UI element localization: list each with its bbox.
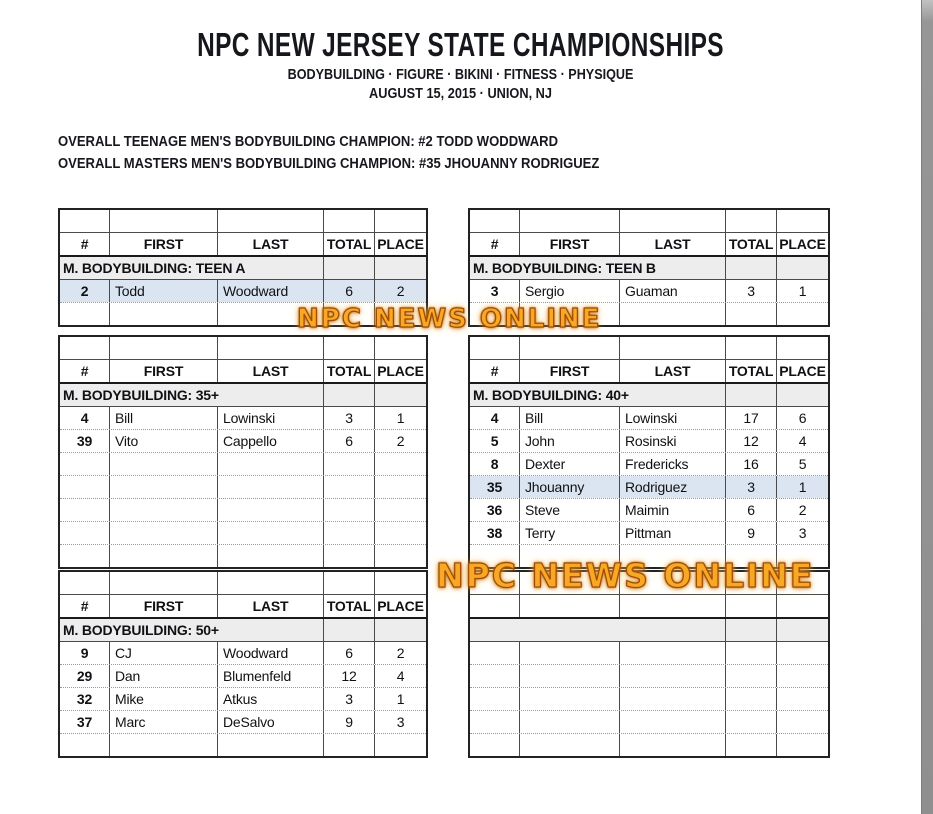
table-cell: 12 xyxy=(324,665,375,687)
table-cell xyxy=(218,210,324,232)
table-row xyxy=(60,453,426,476)
table-cell xyxy=(620,337,726,359)
table-cell xyxy=(726,595,777,617)
table-cell xyxy=(777,619,828,641)
table-cell xyxy=(726,257,777,279)
table-cell: FIRST xyxy=(520,233,620,255)
table-cell: 32 xyxy=(60,688,110,710)
masters-champion-line: OVERALL MASTERS MEN'S BODYBUILDING CHAMPION: #35 JHOUANNY RODRIGUEZ xyxy=(58,156,600,172)
table-cell: 6 xyxy=(726,499,777,521)
table-cell xyxy=(324,337,375,359)
table-cell: TOTAL xyxy=(324,360,375,382)
table-cell: 9 xyxy=(726,522,777,544)
table-cell xyxy=(520,665,620,687)
table-cell: Lowinski xyxy=(620,407,726,429)
table-row xyxy=(60,257,426,280)
table-cell xyxy=(375,476,426,498)
table-cell xyxy=(726,734,777,756)
table-row xyxy=(470,233,828,257)
table-row xyxy=(470,595,828,619)
table-cell: PLACE xyxy=(377,236,424,252)
table-cell xyxy=(60,522,110,544)
table-cell: 37 xyxy=(60,711,110,733)
table-row xyxy=(60,430,426,453)
table-row xyxy=(470,430,828,453)
table-cell xyxy=(324,499,375,521)
table-cell xyxy=(375,545,426,567)
table-cell: 39 xyxy=(60,430,110,452)
table-cell xyxy=(777,642,828,664)
table-cell xyxy=(110,572,218,594)
event-date-location: AUGUST 15, 2015 · UNION, NJ xyxy=(369,86,552,102)
table-row xyxy=(60,337,426,360)
table-row xyxy=(60,522,426,545)
table-cell xyxy=(324,545,375,567)
table-cell xyxy=(60,734,110,756)
table-cell: 4 xyxy=(60,407,110,429)
table-cell xyxy=(324,384,375,406)
table-cell: Terry xyxy=(520,522,620,544)
table-cell xyxy=(520,210,620,232)
table-cell xyxy=(620,642,726,664)
table-cell: # xyxy=(60,360,110,382)
table-cell xyxy=(324,572,375,594)
table-cell: FIRST xyxy=(110,360,218,382)
overall-champions xyxy=(58,131,660,175)
table-cell xyxy=(777,665,828,687)
tables-column-left xyxy=(58,208,428,758)
table-row xyxy=(470,360,828,384)
table-cell xyxy=(60,476,110,498)
page-header xyxy=(0,26,921,103)
table-row xyxy=(60,642,426,665)
table-cell xyxy=(470,665,520,687)
table-cell: 2 xyxy=(798,502,807,518)
table-cell xyxy=(620,711,726,733)
table-cell xyxy=(110,476,218,498)
table-row xyxy=(60,545,426,567)
table-row xyxy=(470,453,828,476)
table-row xyxy=(470,384,828,407)
results-table-masters-35 xyxy=(58,335,428,569)
table-cell xyxy=(620,210,726,232)
table-row xyxy=(60,688,426,711)
table-cell: 3 xyxy=(324,688,375,710)
table-cell: PLACE xyxy=(779,363,826,379)
table-cell xyxy=(375,572,426,594)
table-cell xyxy=(726,642,777,664)
table-cell xyxy=(375,734,426,756)
table-cell: LAST xyxy=(218,360,324,382)
page-subtitle: BODYBUILDING · FIGURE · BIKINI · FITNESS · PHYSIQUE xyxy=(287,66,634,83)
table-row xyxy=(60,595,426,619)
table-cell: John xyxy=(520,430,620,452)
table-cell xyxy=(110,545,218,567)
table-cell xyxy=(726,303,777,325)
table-cell: LAST xyxy=(620,233,726,255)
table-cell xyxy=(520,595,620,617)
table-cell: 6 xyxy=(798,410,807,426)
table-cell: 1 xyxy=(396,410,405,426)
table-cell: 16 xyxy=(726,453,777,475)
table-cell: TOTAL xyxy=(726,360,777,382)
table-row xyxy=(470,619,828,642)
table-cell xyxy=(324,476,375,498)
table-cell: 4 xyxy=(798,433,807,449)
table-cell: PLACE xyxy=(377,598,424,614)
table-cell xyxy=(520,642,620,664)
table-row xyxy=(60,233,426,257)
table-cell xyxy=(470,337,520,359)
table-cell xyxy=(726,711,777,733)
table-cell: Sergio xyxy=(520,280,620,302)
table-cell xyxy=(324,522,375,544)
table-row xyxy=(60,360,426,384)
table-cell xyxy=(324,257,375,279)
table-cell: TOTAL xyxy=(324,233,375,255)
table-row xyxy=(470,280,828,303)
table-cell: Woodward xyxy=(218,642,324,664)
table-cell: Dan xyxy=(110,665,218,687)
table-row xyxy=(470,688,828,711)
table-cell: 4 xyxy=(470,407,520,429)
table-row xyxy=(60,210,426,233)
table-row xyxy=(470,711,828,734)
table-cell: 2 xyxy=(375,280,426,302)
table-cell xyxy=(726,619,777,641)
table-cell xyxy=(520,337,620,359)
table-cell xyxy=(470,210,520,232)
table-cell: DeSalvo xyxy=(218,711,324,733)
table-cell xyxy=(777,337,828,359)
table-cell: 2 xyxy=(396,433,405,449)
table-cell xyxy=(777,734,828,756)
table-cell xyxy=(110,303,218,325)
table-cell xyxy=(777,711,828,733)
table-row xyxy=(60,499,426,522)
table-cell: Marc xyxy=(110,711,218,733)
table-cell xyxy=(620,595,726,617)
teenage-champion-line: OVERALL TEENAGE MEN'S BODYBUILDING CHAMPION: #2 TODD WODDWARD xyxy=(58,134,558,150)
table-cell xyxy=(777,303,828,325)
table-cell: 36 xyxy=(470,499,520,521)
table-cell xyxy=(777,688,828,710)
table-cell: Pittman xyxy=(620,522,726,544)
table-cell: M. BODYBUILDING: TEEN A xyxy=(60,257,324,279)
table-cell xyxy=(470,711,520,733)
table-cell xyxy=(470,619,726,641)
table-cell xyxy=(470,688,520,710)
table-cell: M. BODYBUILDING: 40+ xyxy=(470,384,726,406)
table-cell: 6 xyxy=(324,280,375,302)
table-cell: PLACE xyxy=(377,363,424,379)
table-cell: 3 xyxy=(726,280,777,302)
table-cell xyxy=(60,572,110,594)
table-cell xyxy=(110,522,218,544)
table-cell: FIRST xyxy=(110,233,218,255)
table-cell: M. BODYBUILDING: 35+ xyxy=(60,384,324,406)
table-cell: # xyxy=(60,595,110,617)
table-cell xyxy=(777,257,828,279)
table-cell xyxy=(110,453,218,475)
table-cell xyxy=(218,476,324,498)
table-cell xyxy=(110,499,218,521)
table-cell: Maimin xyxy=(620,499,726,521)
table-cell: PLACE xyxy=(779,236,826,252)
table-cell: 6 xyxy=(324,430,375,452)
table-cell: # xyxy=(470,360,520,382)
table-cell: 9 xyxy=(60,642,110,664)
table-cell xyxy=(375,257,426,279)
table-cell: 9 xyxy=(324,711,375,733)
table-cell xyxy=(520,734,620,756)
table-row xyxy=(470,499,828,522)
tables-column-right xyxy=(468,208,830,758)
table-row xyxy=(470,476,828,499)
table-row xyxy=(60,572,426,595)
table-row xyxy=(470,210,828,233)
table-cell: # xyxy=(60,233,110,255)
table-cell: 8 xyxy=(470,453,520,475)
table-row xyxy=(60,619,426,642)
table-cell: TOTAL xyxy=(324,595,375,617)
table-cell: Bill xyxy=(110,407,218,429)
table-cell: # xyxy=(470,233,520,255)
table-row xyxy=(470,337,828,360)
table-cell: 1 xyxy=(777,476,828,498)
table-cell xyxy=(218,522,324,544)
table-cell: 29 xyxy=(60,665,110,687)
table-cell xyxy=(375,337,426,359)
table-cell: Rodriguez xyxy=(620,476,726,498)
table-cell xyxy=(726,210,777,232)
table-cell xyxy=(218,734,324,756)
table-row xyxy=(60,384,426,407)
table-cell: 3 xyxy=(470,280,520,302)
table-cell xyxy=(60,303,110,325)
table-cell xyxy=(60,210,110,232)
table-cell xyxy=(324,619,375,641)
table-cell xyxy=(110,210,218,232)
table-cell: 5 xyxy=(470,430,520,452)
table-cell xyxy=(777,595,828,617)
table-cell xyxy=(726,337,777,359)
table-cell: LAST xyxy=(620,360,726,382)
table-cell xyxy=(777,384,828,406)
table-cell: Cappello xyxy=(218,430,324,452)
table-cell xyxy=(324,734,375,756)
table-cell: Jhouanny xyxy=(520,476,620,498)
table-cell xyxy=(110,734,218,756)
table-cell: 4 xyxy=(396,668,405,684)
table-cell xyxy=(726,384,777,406)
table-cell xyxy=(726,665,777,687)
table-cell: FIRST xyxy=(520,360,620,382)
table-cell: Blumenfeld xyxy=(218,665,324,687)
table-cell: Vito xyxy=(110,430,218,452)
table-cell: Steve xyxy=(520,499,620,521)
page-title: NPC NEW JERSEY STATE CHAMPIONSHIPS xyxy=(197,26,724,63)
table-row xyxy=(60,476,426,499)
table-cell: 1 xyxy=(798,283,807,299)
table-row xyxy=(60,407,426,430)
table-cell: Fredericks xyxy=(620,453,726,475)
table-cell: TOTAL xyxy=(726,233,777,255)
table-cell: 2 xyxy=(60,280,110,302)
table-row xyxy=(470,642,828,665)
table-row xyxy=(60,711,426,734)
table-cell xyxy=(620,303,726,325)
table-cell: Bill xyxy=(520,407,620,429)
table-cell: Dexter xyxy=(520,453,620,475)
results-table-blank xyxy=(468,570,830,758)
table-cell: Mike xyxy=(110,688,218,710)
window-scrollbar[interactable] xyxy=(921,0,933,814)
table-cell xyxy=(60,337,110,359)
table-cell xyxy=(620,688,726,710)
table-row xyxy=(60,665,426,688)
table-cell: 3 xyxy=(726,476,777,498)
table-cell xyxy=(520,711,620,733)
table-cell: M. BODYBUILDING: TEEN B xyxy=(470,257,726,279)
table-cell xyxy=(777,210,828,232)
table-cell: CJ xyxy=(110,642,218,664)
table-cell: 35 xyxy=(470,476,520,498)
table-cell: 3 xyxy=(324,407,375,429)
table-cell: 38 xyxy=(470,522,520,544)
table-cell: 1 xyxy=(396,691,405,707)
table-cell: 2 xyxy=(396,645,405,661)
table-cell xyxy=(60,545,110,567)
table-cell xyxy=(218,572,324,594)
table-cell: Atkus xyxy=(218,688,324,710)
table-cell: 5 xyxy=(798,456,807,472)
table-cell xyxy=(620,734,726,756)
table-cell xyxy=(375,522,426,544)
table-cell xyxy=(470,642,520,664)
results-table-masters-40 xyxy=(468,335,830,569)
table-cell xyxy=(324,453,375,475)
table-row xyxy=(60,280,426,303)
table-cell xyxy=(218,499,324,521)
table-cell: Woodward xyxy=(218,280,324,302)
table-cell xyxy=(218,337,324,359)
table-cell xyxy=(375,453,426,475)
table-cell: FIRST xyxy=(110,595,218,617)
table-cell xyxy=(620,665,726,687)
table-cell: Todd xyxy=(110,280,218,302)
table-cell: 3 xyxy=(396,714,405,730)
table-cell: 12 xyxy=(726,430,777,452)
table-cell xyxy=(375,499,426,521)
table-row xyxy=(470,734,828,756)
table-cell xyxy=(726,688,777,710)
table-cell: LAST xyxy=(218,595,324,617)
table-cell: Rosinski xyxy=(620,430,726,452)
table-row xyxy=(470,257,828,280)
table-cell xyxy=(60,499,110,521)
table-row xyxy=(470,665,828,688)
table-cell: 6 xyxy=(324,642,375,664)
table-cell: Guaman xyxy=(620,280,726,302)
table-cell xyxy=(375,384,426,406)
table-row xyxy=(60,734,426,756)
npc-news-online-watermark: NPC NEWS ONLINE xyxy=(297,304,602,334)
table-cell xyxy=(470,595,520,617)
table-cell xyxy=(60,453,110,475)
results-table-masters-50 xyxy=(58,570,428,758)
table-cell xyxy=(375,210,426,232)
table-cell: 17 xyxy=(726,407,777,429)
table-row xyxy=(470,407,828,430)
table-cell: Lowinski xyxy=(218,407,324,429)
npc-news-online-watermark: NPC NEWS ONLINE xyxy=(436,556,815,595)
table-cell: 3 xyxy=(798,525,807,541)
table-cell xyxy=(218,545,324,567)
table-cell xyxy=(324,210,375,232)
table-cell xyxy=(470,734,520,756)
table-cell xyxy=(218,453,324,475)
table-cell xyxy=(375,619,426,641)
table-row xyxy=(470,522,828,545)
table-cell: LAST xyxy=(218,233,324,255)
table-cell xyxy=(110,337,218,359)
table-cell: M. BODYBUILDING: 50+ xyxy=(60,619,324,641)
table-cell xyxy=(520,688,620,710)
